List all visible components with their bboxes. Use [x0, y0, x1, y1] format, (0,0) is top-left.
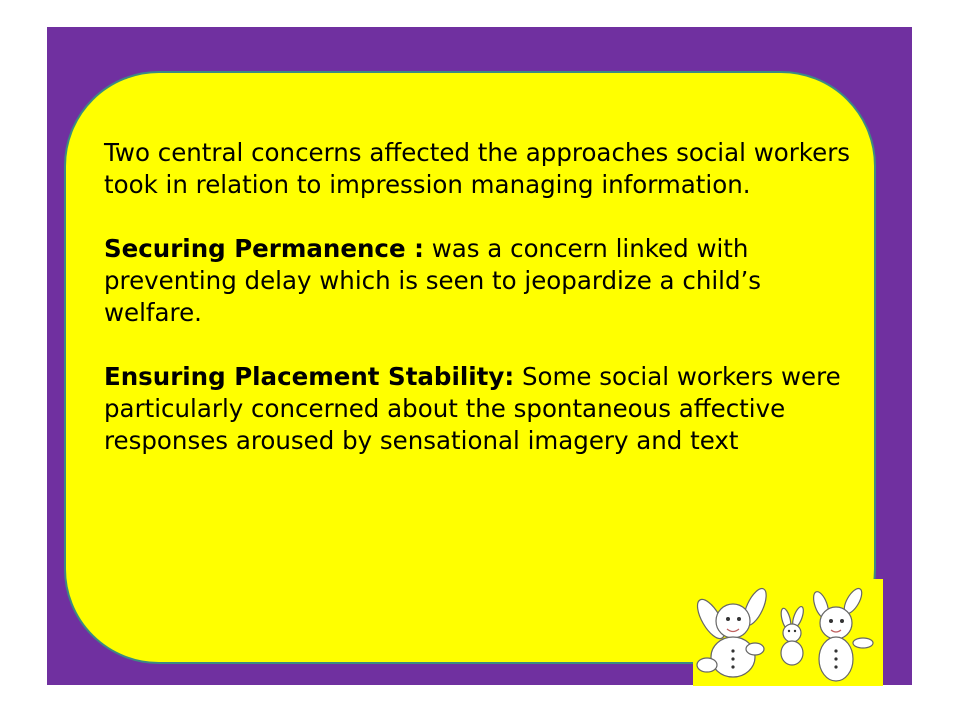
rabbit-illustration	[693, 579, 883, 686]
placement-stability-heading: Ensuring Placement Stability:	[104, 362, 515, 391]
securing-permanence-heading: Securing Permanence :	[104, 234, 424, 263]
intro-text: Two central concerns affected the approaches social workers took in relation to impression managing information.	[104, 138, 851, 199]
slide-body	[104, 137, 864, 489]
securing-permanence-paragraph	[104, 233, 864, 329]
securing-permanence-text: was a concern linked with preventing delay which is seen to jeopardize a child’s welfare.	[104, 234, 762, 327]
rabbit-drawing-icon	[693, 579, 883, 686]
placement-stability-text: Some social workers were particularly concerned about the spontaneous affective responses aroused by sensational imagery and text	[104, 362, 841, 455]
placement-stability-paragraph	[104, 361, 864, 457]
intro-paragraph	[104, 137, 864, 201]
